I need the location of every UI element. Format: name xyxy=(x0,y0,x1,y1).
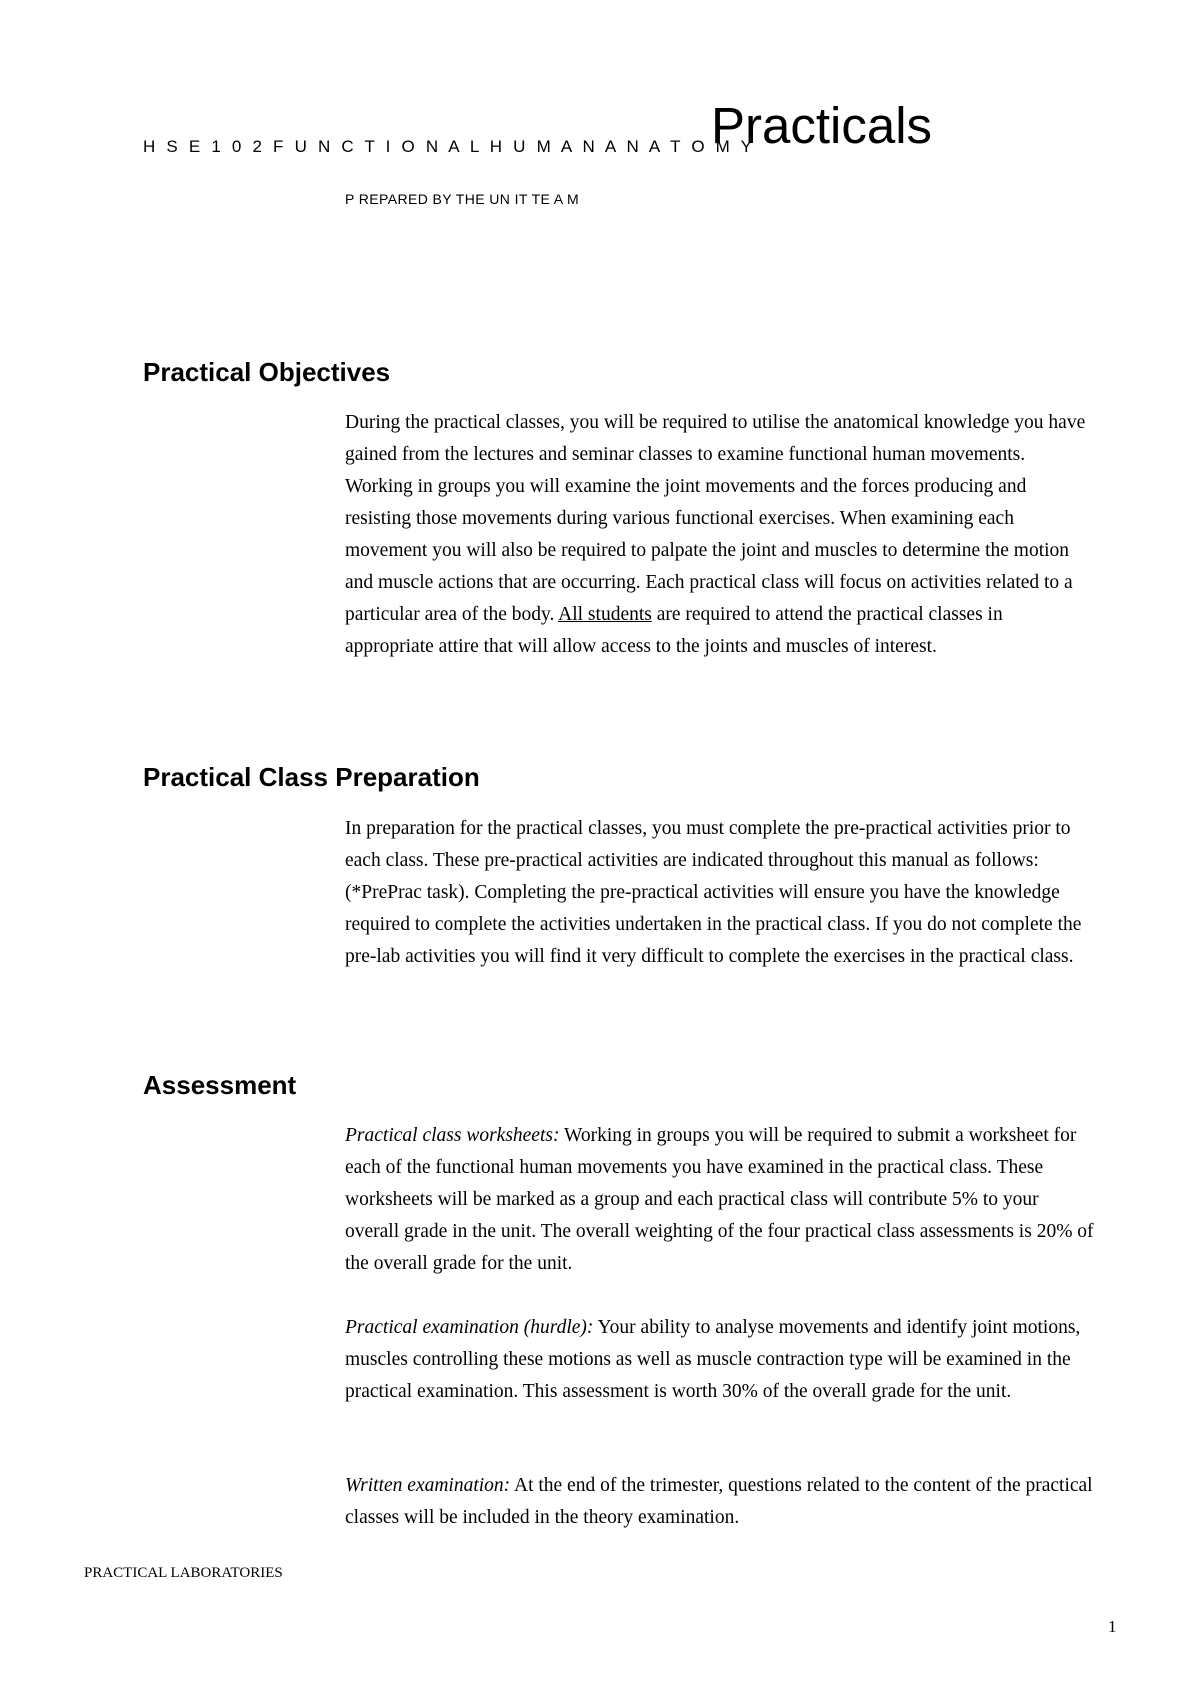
written-exam-text: At the end of the trimester, questions related to the content of the practical classes will be included in the theory examination. xyxy=(345,1475,1093,1528)
preparation-paragraph: In preparation for the practical classes, you must complete the pre-practical activities prior to each class. These pre-practical activities are indicated throughout this manual as follows: (*PrePrac task). Completing the pre-practical activities will ensure you have the knowledge required to complete the activities undertaken in the practical class. If you do not complete the pre-lab activities you will find it very difficult to complete the exercises in the practical class. xyxy=(345,818,1082,967)
assessment-worksheets-paragraph xyxy=(345,1120,1095,1280)
objectives-heading: Practical Objectives xyxy=(143,357,391,387)
page-number: 1 xyxy=(1108,1617,1117,1636)
objectives-text-before: During the practical classes, you will be required to utilise the anatomical knowledge you have gained from the lectures and seminar classes to examine functional human movements. Working in groups you will examine the joint movements and the forces producing and resisting those movements during various functional exercises. When examining each movement you will also be required to palpate the joint and muscles to determine the motion and muscle actions that are occurring. Each practical class will focus on activities related to a particular area of the body. xyxy=(345,412,1086,625)
course-code: H S E 1 0 2 F U N C T I O N A L H U M A N A N A T O M Y xyxy=(143,137,756,156)
worksheets-text: Working in groups you will be required to submit a worksheet for each of the functional human movements you have examined in the practical class. These worksheets will be marked as a group and each practical class will contribute 5% to your overall grade in the unit. The overall weighting of the four practical class assessments is 20% of the overall grade for the unit. xyxy=(345,1125,1094,1274)
page-title: Practicals xyxy=(711,97,933,154)
objectives-paragraph xyxy=(345,407,1095,663)
assessment-written-exam-paragraph xyxy=(345,1470,1095,1534)
practical-exam-label: Practical examination (hurdle): xyxy=(345,1317,594,1338)
preparation-heading: Practical Class Preparation xyxy=(143,762,480,792)
assessment-practical-exam-paragraph xyxy=(345,1312,1095,1408)
footer-label: PRACTICAL LABORATORIES xyxy=(84,1565,283,1581)
worksheets-label: Practical class worksheets: xyxy=(345,1125,560,1146)
practical-exam-text: Your ability to analyse movements and identify joint motions, muscles controlling these motions as well as muscle contraction type will be examined in the practical examination. This assessment is worth 30% of the overall grade for the unit. xyxy=(345,1317,1081,1402)
assessment-heading: Assessment xyxy=(143,1070,297,1100)
prepared-by-line: P REPARED BY THE UN IT TE A M xyxy=(345,191,580,207)
written-exam-label: Written examination: xyxy=(345,1475,511,1496)
all-students-underlined: All students xyxy=(558,604,652,625)
objectives-text-after: are required to attend the practical classes in appropriate attire that will allow access to the joints and muscles of interest. xyxy=(345,604,1003,657)
